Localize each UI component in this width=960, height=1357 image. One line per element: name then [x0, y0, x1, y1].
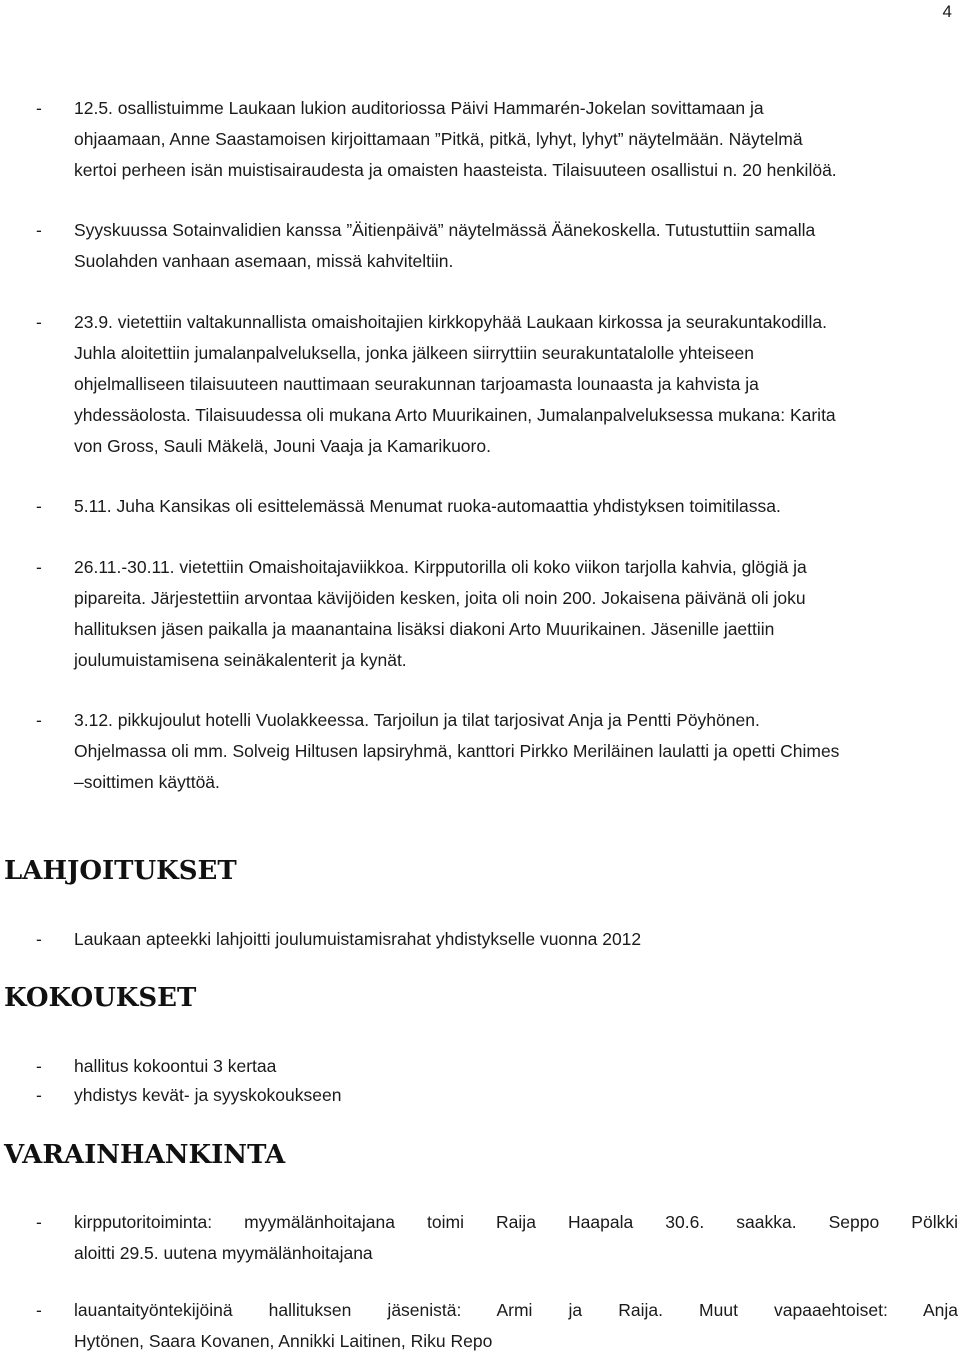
- list-dash: -: [36, 557, 42, 577]
- paragraph-line: Ohjelmassa oli mm. Solveig Hiltusen lapsiryhmä, kanttori Pirkko Meriläinen laulatti ja opetti Chimes: [74, 741, 840, 761]
- paragraph-line: 12.5. osallistuimme Laukaan lukion auditoriossa Päivi Hammarén-Jokelan sovittamaan ja: [74, 98, 764, 118]
- list-dash: -: [36, 496, 42, 516]
- paragraph-line: Laukaan apteekki lahjoitti joulumuistamisrahat yhdistykselle vuonna 2012: [74, 929, 642, 949]
- paragraph-line: –soittimen käyttöä.: [74, 772, 220, 792]
- list-item-event-september: [36, 215, 958, 277]
- list-item-event-christmas: [36, 705, 958, 798]
- paragraph-line: aloitti 29.5. uutena myymälänhoitajana: [74, 1243, 373, 1263]
- paragraph-line: 23.9. vietettiin valtakunnallista omaishoitajien kirkkopyhää Laukaan kirkossa ja seurakuntakodilla.: [74, 312, 827, 332]
- list-item-event-week: [36, 552, 958, 676]
- paragraph-line: Syyskuussa Sotainvalidien kanssa ”Äitienpäivä” näytelmässä Äänekoskella. Tutustuttiin samalla: [74, 220, 816, 240]
- list-item-event-theatre: [36, 93, 958, 186]
- list-dash: -: [36, 929, 42, 949]
- paragraph-line: lauantaityöntekijöinä hallituksen jäsenistä: Armi ja Raija. Muut vapaaehtoiset: Anja: [74, 1300, 958, 1320]
- list-dash: -: [36, 710, 42, 730]
- paragraph-line: 5.11. Juha Kansikas oli esittelemässä Menumat ruoka-automaattia yhdistyksen toimitilassa.: [74, 496, 781, 516]
- paragraph-line: hallitus kokoontui 3 kertaa: [74, 1056, 277, 1076]
- list-dash: -: [36, 1085, 42, 1105]
- list-item-fleamarket: [36, 1207, 958, 1269]
- list-dash: -: [36, 1300, 42, 1320]
- paragraph-line: joulumuistamisena seinäkalenterit ja kynät.: [74, 650, 407, 670]
- paragraph-line: pipareita. Järjestettiin arvontaa kävijöiden kesken, joita oli noin 200. Jokaisena päivänä oli joku: [74, 588, 806, 608]
- list-item-event-menumat: [36, 491, 958, 522]
- list-item-volunteers: [36, 1295, 958, 1357]
- paragraph-line: Juhla aloitettiin jumalanpalveluksella, jonka jälkeen siirryttiin seurakuntatalolle yhteiseen: [74, 343, 754, 363]
- section-heading-lahjoitukset: LAHJOITUKSET: [4, 856, 237, 886]
- list-dash: -: [36, 98, 42, 118]
- list-item-event-church: [36, 307, 958, 462]
- paragraph-line: hallituksen jäsen paikalla ja maanantaina lisäksi diakoni Arto Muurikainen. Jäsenille jaettiin: [74, 619, 775, 639]
- paragraph-line: yhdistys kevät- ja syyskokoukseen: [74, 1085, 342, 1105]
- paragraph-line: Hytönen, Saara Kovanen, Annikki Laitinen, Riku Repo: [74, 1331, 493, 1351]
- paragraph-line: kertoi perheen isän muistisairaudesta ja omaisten haasteista. Tilaisuuteen osallistui n. 20 henkilöä.: [74, 160, 837, 180]
- list-item-meeting-board: [36, 1051, 958, 1082]
- list-item-meeting-association: [36, 1080, 958, 1111]
- paragraph-line: 26.11.-30.11. vietettiin Omaishoitajaviikkoa. Kirpputorilla oli koko viikon tarjolla kahvia, glögiä ja: [74, 557, 807, 577]
- list-dash: -: [36, 312, 42, 332]
- paragraph-line: 3.12. pikkujoulut hotelli Vuolakkeessa. Tarjoilun ja tilat tarjosivat Anja ja Pentti Pöyhönen.: [74, 710, 760, 730]
- paragraph-line: Suolahden vanhaan asemaan, missä kahviteltiin.: [74, 251, 454, 271]
- list-item-donation: [36, 924, 958, 955]
- paragraph-line: von Gross, Sauli Mäkelä, Jouni Vaaja ja Kamarikuoro.: [74, 436, 491, 456]
- paragraph-line: ohjaamaan, Anne Saastamoisen kirjoittamaan ”Pitkä, pitkä, lyhyt, lyhyt” näytelmään. Näytelmä: [74, 129, 803, 149]
- list-dash: -: [36, 1212, 42, 1232]
- section-heading-kokoukset: KOKOUKSET: [4, 983, 197, 1013]
- paragraph-line: ohjelmalliseen tilaisuuteen nauttimaan seurakunnan tarjoamasta lounaasta ja kahvista ja: [74, 374, 759, 394]
- section-heading-varainhankinta: VARAINHANKINTA: [4, 1140, 286, 1170]
- page-number: 4: [942, 2, 952, 21]
- list-dash: -: [36, 220, 42, 240]
- paragraph-line: kirpputoritoiminta: myymälänhoitajana toimi Raija Haapala 30.6. saakka. Seppo Pölkki: [74, 1212, 958, 1232]
- list-dash: -: [36, 1056, 42, 1076]
- paragraph-line: yhdessäolosta. Tilaisuudessa oli mukana Arto Muurikainen, Jumalanpalveluksessa mukana: Karita: [74, 405, 836, 425]
